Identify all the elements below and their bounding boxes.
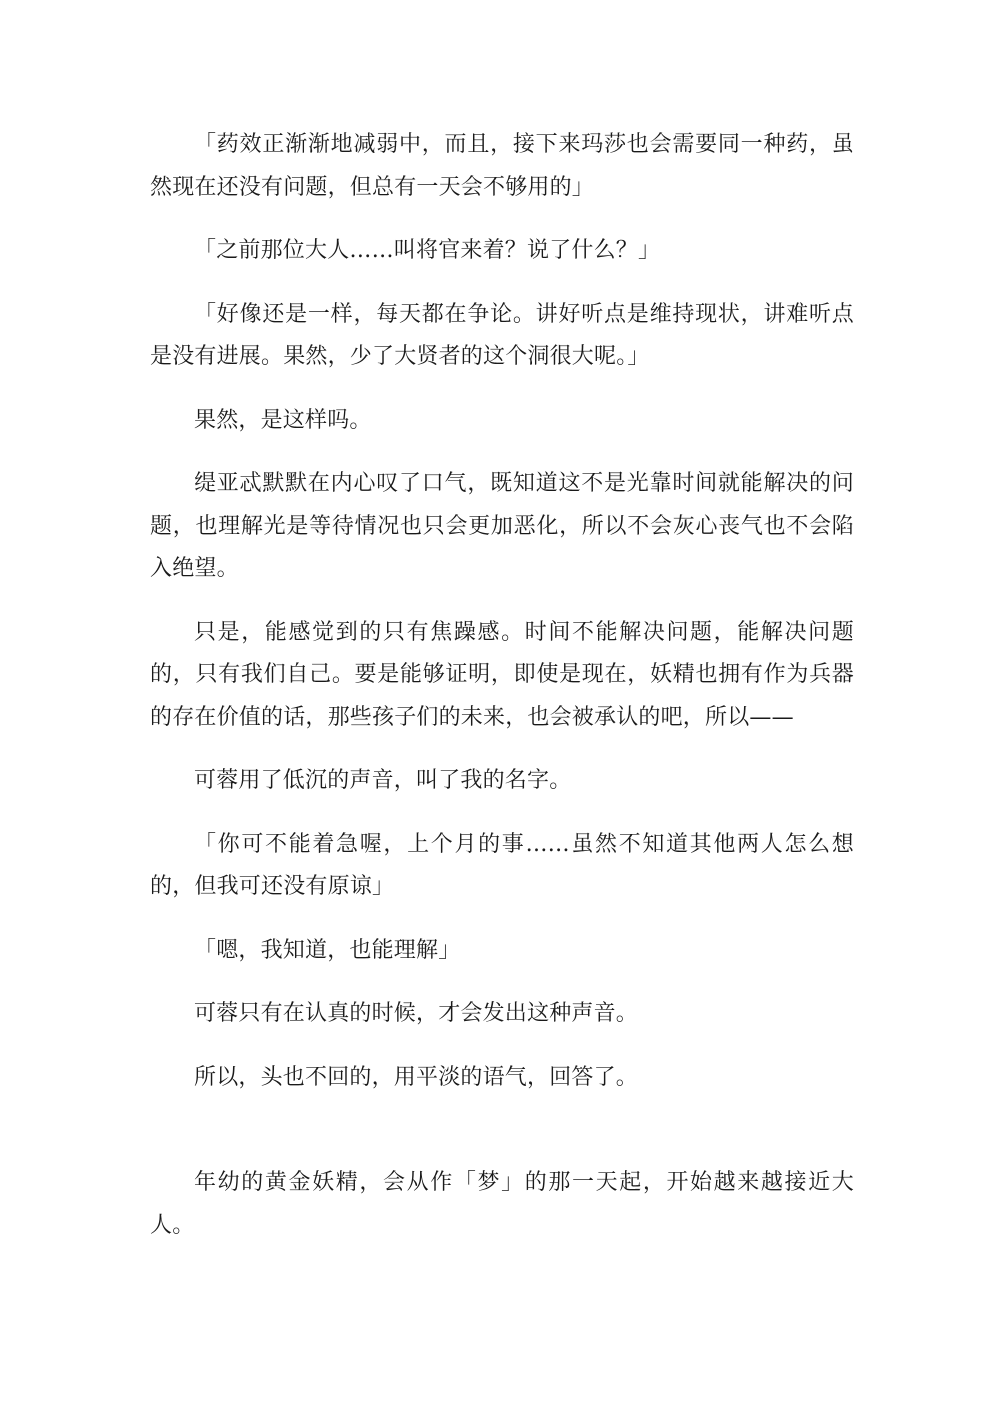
paragraph-12: 年幼的黄金妖精，会从作「梦」的那一天起，开始越来越接近大人。 [150, 1170, 854, 1238]
paragraph-8: 「你可不能着急喔，上个月的事……虽然不知道其他两人怎么想的，但我可还没有原谅」 [150, 831, 854, 899]
paragraph-4: 果然，是这样吗。 [194, 407, 372, 433]
paragraph-10: 可蓉只有在认真的时候，才会发出这种声音。 [194, 1001, 639, 1026]
paragraph-11: 所以，头也不回的，用平淡的语气，回答了。 [194, 1064, 639, 1090]
document-page [150, 124, 854, 1268]
section-break [150, 1120, 854, 1162]
paragraph-7: 可蓉用了低沉的声音，叫了我的名字。 [194, 768, 572, 793]
paragraph-2: 「之前那位大人……叫将官来着？说了什么？」 [194, 238, 661, 263]
paragraph-6: 只是，能感觉到的只有焦躁感。时间不能解决问题，能解决问题的，只有我们自己。要是能够证明，即使是现在，妖精也拥有作为兵器的存在价值的话，那些孩子们的未来，也会被承认的吧，所以—— [150, 619, 854, 730]
paragraph-9: 「嗯，我知道，也能理解」 [194, 937, 461, 963]
paragraph-1: 「药效正渐渐地减弱中，而且，接下来玛莎也会需要同一种药，虽然现在还没有问题，但总有一天会不够用的」 [150, 132, 854, 200]
paragraph-3: 「好像还是一样，每天都在争论。讲好听点是维持现状，讲难听点是没有进展。果然，少了大贤者的这个洞很大呢。」 [150, 301, 854, 369]
paragraph-5: 缇亚忒默默在内心叹了口气，既知道这不是光靠时间就能解决的问题，也理解光是等待情况也只会更加恶化，所以不会灰心丧气也不会陷入绝望。 [150, 471, 854, 581]
